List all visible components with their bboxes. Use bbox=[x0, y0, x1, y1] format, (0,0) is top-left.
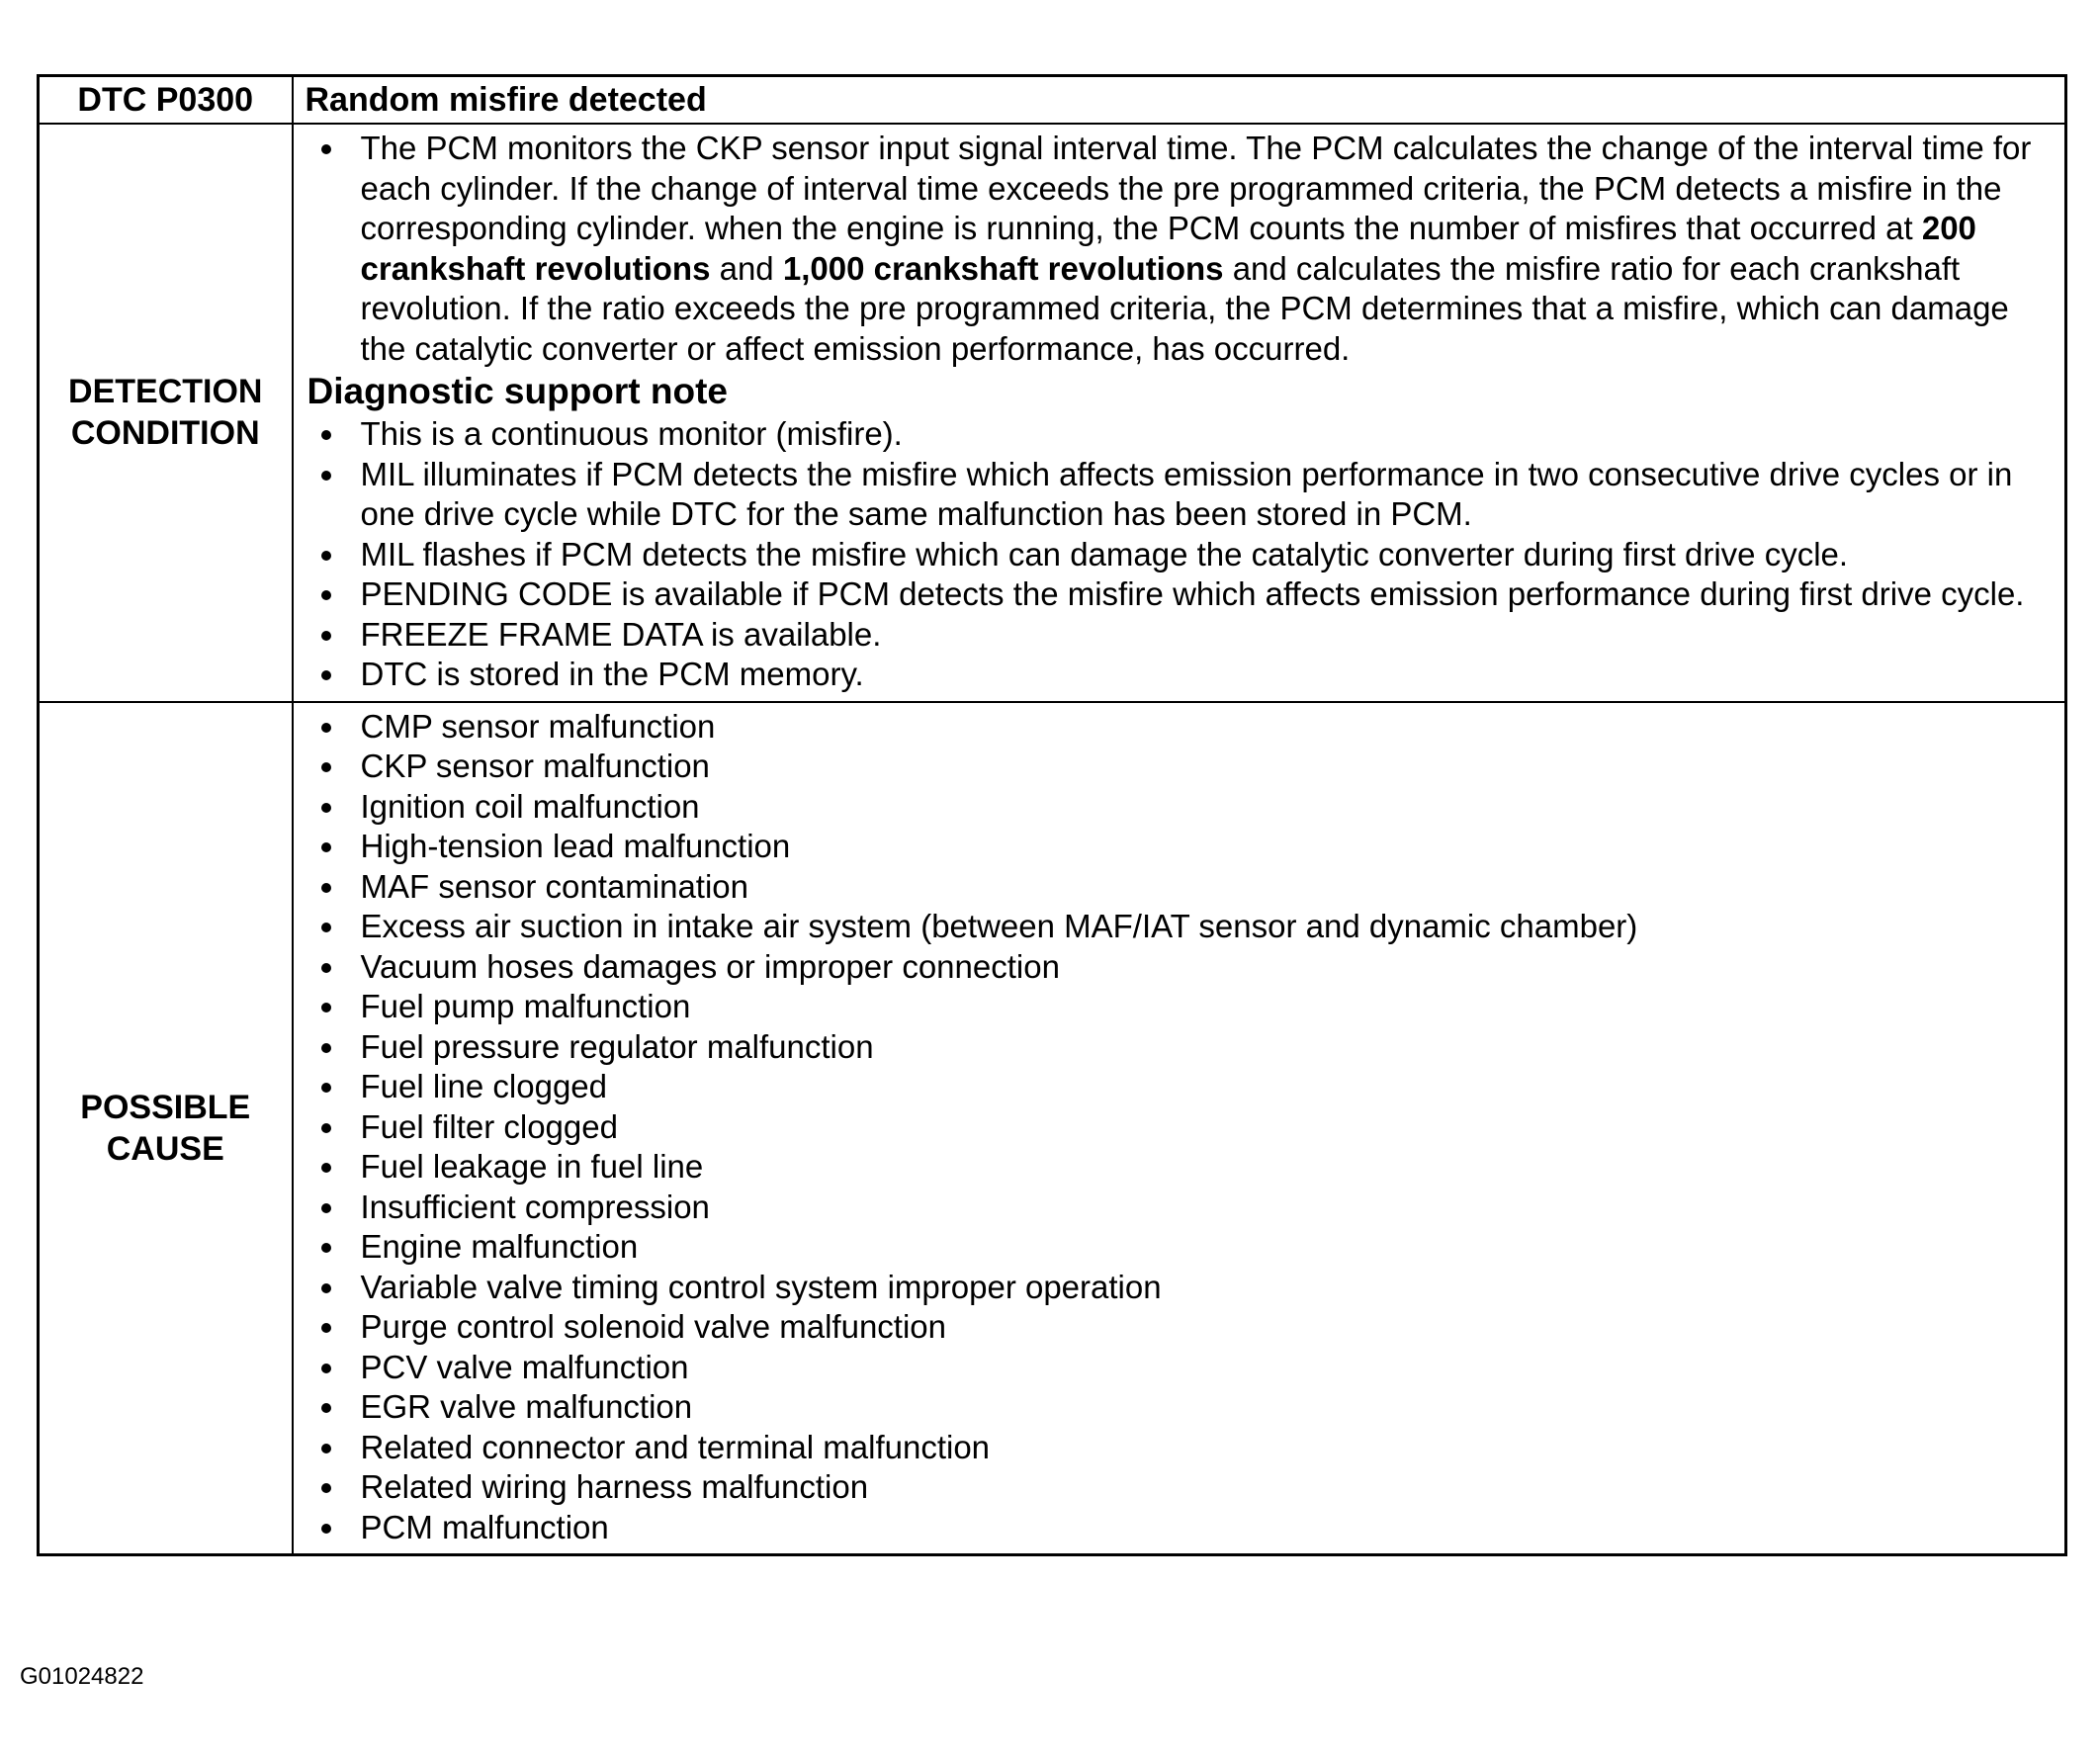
dtc-table bbox=[37, 74, 2067, 1556]
cause-item: Fuel pressure regulator malfunction bbox=[306, 1027, 2050, 1068]
note-item: MIL illuminates if PCM detects the misfire which affects emission performance in two consecutive drive cycles or in one drive cycle while DTC for the same malfunction has been stored in PCM. bbox=[306, 455, 2050, 535]
cause-item: Insufficient compression bbox=[306, 1188, 2050, 1228]
possible-cause-content bbox=[293, 702, 2066, 1555]
dtc-title: Random misfire detected bbox=[293, 76, 2066, 125]
header-row bbox=[39, 76, 2066, 125]
cause-item: CKP sensor malfunction bbox=[306, 747, 2050, 787]
detection-label-line1: DETECTION bbox=[68, 373, 263, 411]
intro-text-2: and bbox=[710, 249, 783, 287]
cause-item: Vacuum hoses damages or improper connection bbox=[306, 947, 2050, 988]
cause-item: EGR valve malfunction bbox=[306, 1387, 2050, 1428]
cause-item: Fuel line clogged bbox=[306, 1067, 2050, 1107]
cause-item: Engine malfunction bbox=[306, 1227, 2050, 1268]
cause-item: Ignition coil malfunction bbox=[306, 787, 2050, 828]
possible-cause-list bbox=[306, 707, 2050, 1548]
diagnostic-notes-list bbox=[306, 414, 2050, 695]
intro-text-1: The PCM monitors the CKP sensor input signal interval time. The PCM calculates the change of the interval time for each cylinder. If the change of interval time exceeds the pre programmed criteria, the PCM detects a misfire in the corresponding cylinder. when the engine is running, the PCM counts the number of misfires that occurred at bbox=[360, 130, 2032, 246]
detection-row bbox=[39, 124, 2066, 702]
cause-item: PCV valve malfunction bbox=[306, 1348, 2050, 1388]
cause-item: Excess air suction in intake air system (between MAF/IAT sensor and dynamic chamber) bbox=[306, 907, 2050, 947]
note-item: PENDING CODE is available if PCM detects the misfire which affects emission performance during first drive cycle. bbox=[306, 574, 2050, 615]
dtc-code: DTC P0300 bbox=[39, 76, 293, 125]
figure-id: G01024822 bbox=[20, 1663, 144, 1690]
cause-item: Purge control solenoid valve malfunction bbox=[306, 1307, 2050, 1348]
cause-label-line1: POSSIBLE bbox=[80, 1088, 251, 1126]
intro-bold-2: 1,000 crankshaft revolutions bbox=[782, 249, 1224, 287]
intro-bold-1: 200 crankshaft revolutions bbox=[360, 210, 1976, 287]
cause-item: High-tension lead malfunction bbox=[306, 827, 2050, 867]
cause-item: Fuel pump malfunction bbox=[306, 987, 2050, 1027]
note-item: DTC is stored in the PCM memory. bbox=[306, 655, 2050, 695]
cause-item: Variable valve timing control system improper operation bbox=[306, 1268, 2050, 1308]
note-item: This is a continuous monitor (misfire). bbox=[306, 414, 2050, 455]
detection-label-line2: CONDITION bbox=[70, 414, 260, 453]
cause-label-line2: CAUSE bbox=[106, 1129, 224, 1168]
cause-item: MAF sensor contamination bbox=[306, 867, 2050, 908]
detection-condition-label bbox=[39, 124, 293, 702]
detection-intro-item bbox=[306, 129, 2050, 369]
intro-text-3: and calculates the misfire ratio for each crankshaft revolution. If the ratio exceeds the pre programmed criteria, the PCM determines that a misfire, which can damage the catalytic converter or affect emission performance, has occurred. bbox=[360, 249, 2009, 367]
detection-condition-content bbox=[293, 124, 2066, 702]
cause-item: Related wiring harness malfunction bbox=[306, 1467, 2050, 1508]
diagnostic-support-note-heading: Diagnostic support note bbox=[306, 371, 728, 411]
cause-item: Fuel leakage in fuel line bbox=[306, 1147, 2050, 1188]
detection-intro-list bbox=[306, 129, 2050, 369]
possible-cause-row bbox=[39, 702, 2066, 1555]
note-item: FREEZE FRAME DATA is available. bbox=[306, 615, 2050, 656]
note-item: MIL flashes if PCM detects the misfire which can damage the catalytic converter during first drive cycle. bbox=[306, 535, 2050, 575]
cause-item: PCM malfunction bbox=[306, 1508, 2050, 1548]
cause-item: CMP sensor malfunction bbox=[306, 707, 2050, 748]
cause-item: Related connector and terminal malfunction bbox=[306, 1428, 2050, 1468]
possible-cause-label bbox=[39, 702, 293, 1555]
cause-item: Fuel filter clogged bbox=[306, 1107, 2050, 1148]
